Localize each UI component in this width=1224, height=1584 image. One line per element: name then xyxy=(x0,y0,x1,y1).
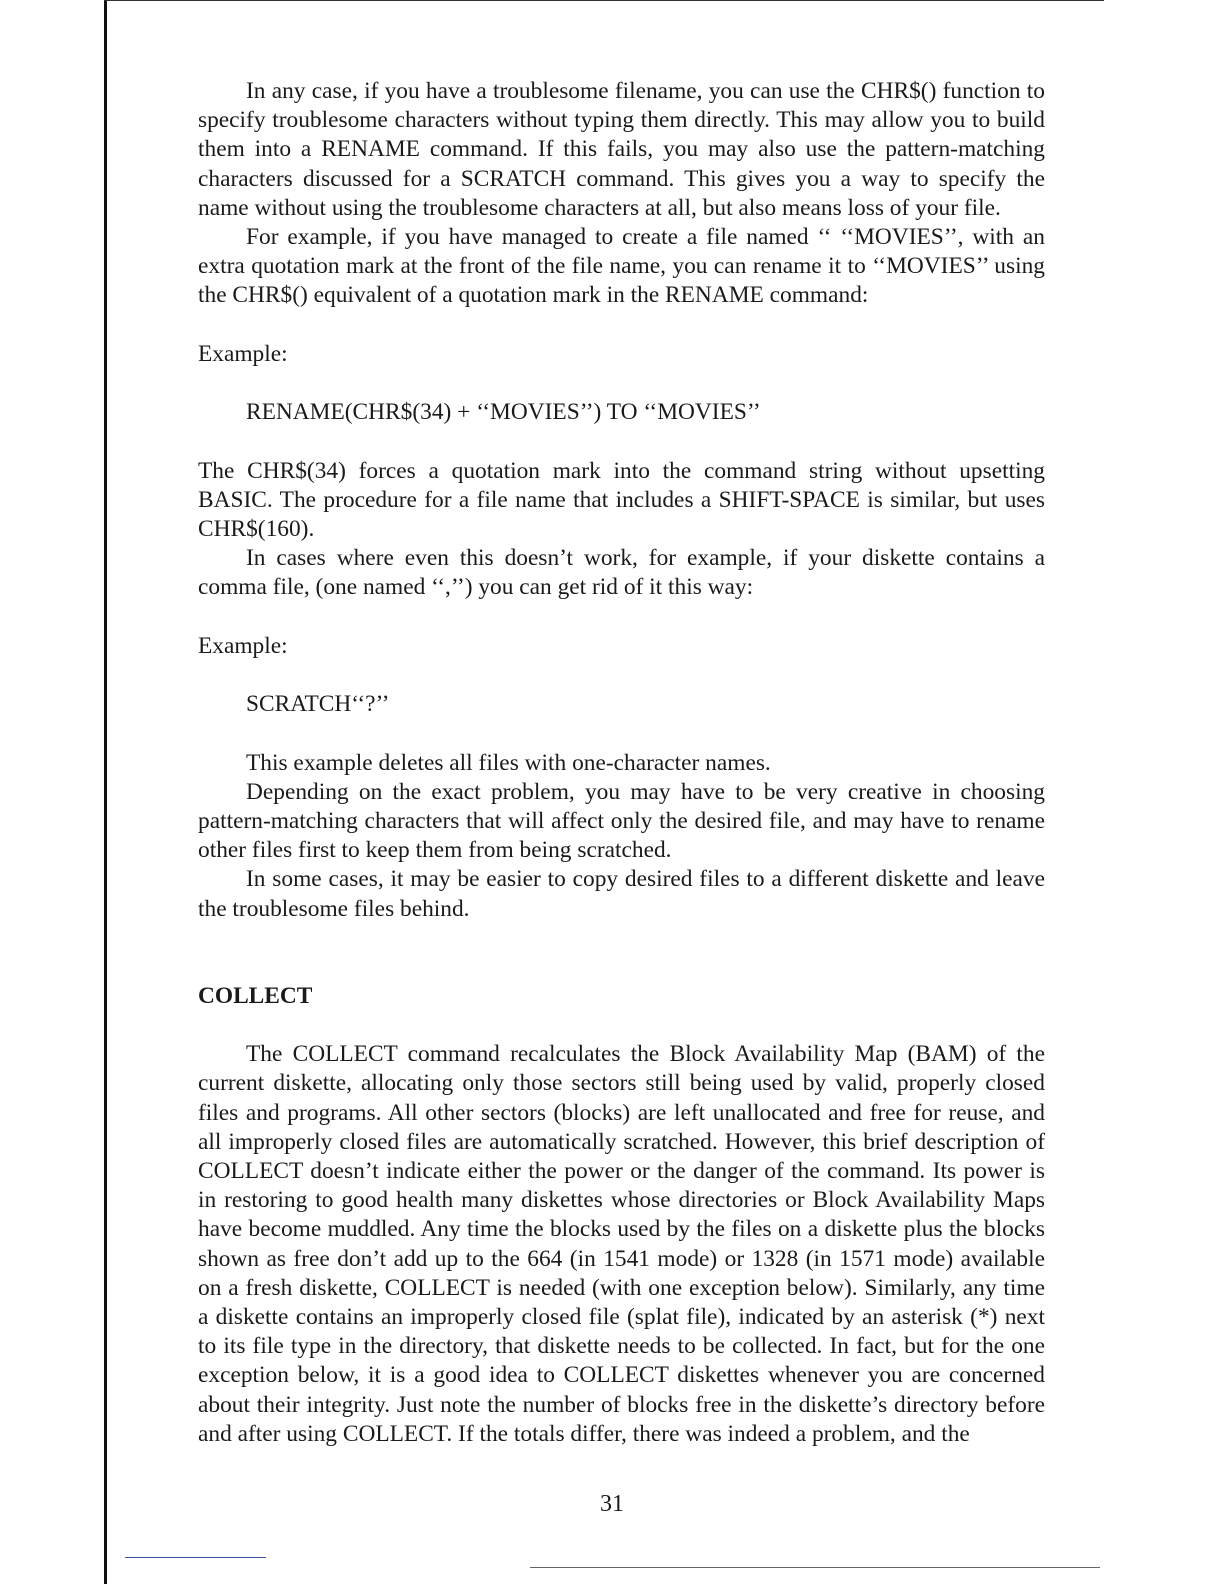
paragraph-chr34: The CHR$(34) forces a quotation mark into the command string without upsetting BASIC. The procedure for a file name that includes a SHIFT-SPACE is similar, but uses CHR$(160). xyxy=(198,457,1045,542)
scan-left-edge xyxy=(104,0,107,1584)
paragraph-copy-files: In some cases, it may be easier to copy desired files to a different diskette and leave the troublesome files behind. xyxy=(198,866,1045,922)
paragraph-depending: Depending on the exact problem, you may have to be very creative in choosing pattern-matching characters that will affect only the desired file, and may have to rename other files first to keep them from being scratched. xyxy=(198,778,1045,864)
example-label: Example: xyxy=(198,340,288,367)
page-body xyxy=(198,77,1045,1449)
page-number: 31 xyxy=(600,1491,624,1517)
section-heading-collect: COLLECT xyxy=(198,982,313,1009)
example-label: Example: xyxy=(198,632,288,659)
paragraph-troublesome-filename: In any case, if you have a troublesome filename, you can use the CHR$() function to specify troublesome characters without typing them directly. This may allow you to build them into a RENAME command. If this fails, you may also use the pattern-matching characters discussed for a SCRATCH command. This gives you a way to specify the name without using the troublesome characters at all, but also means loss of your file. xyxy=(198,78,1045,221)
scan-bottom-mark xyxy=(125,1557,266,1558)
code-rename-example: RENAME(CHR$(34) + ‘‘MOVIES’’) TO ‘‘MOVIES’’ xyxy=(246,399,761,426)
scan-bottom-edge xyxy=(530,1567,1100,1568)
paragraph-movies-example-intro: For example, if you have managed to create a file named ‘‘ ‘‘MOVIES’’, with an extra quotation mark at the front of the file name, you can rename it to ‘‘MOVIES’’ using the CHR$() equivalent of a quotation mark in the RENAME command: xyxy=(198,224,1045,309)
code-scratch-example: SCRATCH‘‘?’’ xyxy=(246,691,390,718)
scan-top-edge xyxy=(104,0,1104,1)
paragraph-comma-file: In cases where even this doesn’t work, for example, if your diskette contains a comma file, (one named ‘‘,’’) you can get rid of it this way: xyxy=(198,545,1045,601)
paragraph-deletes-one-char: This example deletes all files with one-character names. xyxy=(246,749,771,776)
paragraph-collect: The COLLECT command recalculates the Block Availability Map (BAM) of the current diskette, allocating only those sectors still being used by valid, properly closed files and programs. All other sectors (blocks) are left unallocated and free for reuse, and all improperly closed files are automatically scratched. However, this brief description of COLLECT doesn’t indicate either the power or the danger of the command. Its power is in restoring to good health many diskettes whose directories or Block Availability Maps have become muddled. Any time the blocks used by the files on a diskette plus the blocks shown as free don’t add up to the 664 (in 1541 mode) or 1328 (in 1571 mode) available on a fresh diskette, COLLECT is needed (with one exception below). Similarly, any time a diskette contains an improperly closed file (splat file), indicated by an asterisk (*) next to its file type in the directory, that diskette needs to be collected. In fact, but for the one exception below, it is a good idea to COLLECT diskettes whenever you are concerned about their integrity. Just note the number of blocks free in the diskette’s directory before and after using COLLECT. If the totals differ, there was indeed a problem, and the xyxy=(198,1041,1045,1447)
